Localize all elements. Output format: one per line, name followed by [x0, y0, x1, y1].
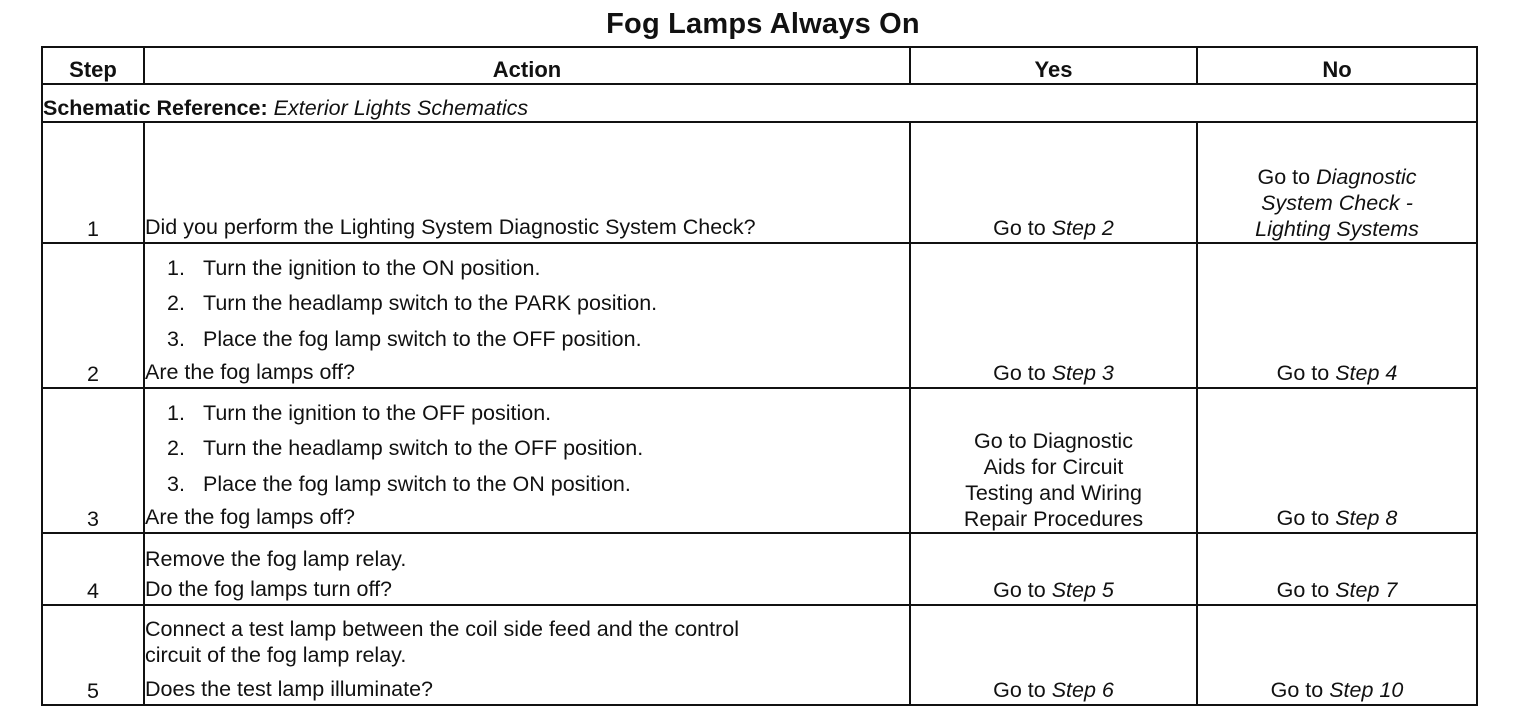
- action-cell: [144, 243, 910, 388]
- substep-list: [145, 251, 909, 358]
- step-number: 3: [42, 388, 144, 533]
- yes-link-step-2[interactable]: Step 2: [1051, 216, 1114, 240]
- yes-link-diagnostic-aids-line-4[interactable]: Repair Procedures: [963, 507, 1144, 531]
- yes-prefix: Go to: [993, 678, 1046, 702]
- no-prefix: Go to: [1270, 678, 1324, 702]
- action-cell: [144, 122, 910, 243]
- no-cell: [1197, 533, 1477, 605]
- yes-prefix: Go to: [993, 578, 1046, 602]
- yes-cell: [910, 605, 1197, 705]
- question-text: Did you perform the Lighting System Diagnostic System Check?: [145, 215, 756, 239]
- schematic-reference-link[interactable]: Exterior Lights Schematics: [273, 96, 529, 120]
- table-row-step-2: [42, 243, 1477, 388]
- schematic-reference: [42, 84, 1477, 122]
- instruction-line-1: Connect a test lamp between the coil side feed and the control: [145, 617, 740, 641]
- substep-item: 1. Turn the ignition to the ON position.: [167, 255, 541, 280]
- no-link-diagnostic-line-2[interactable]: System Check -: [1261, 191, 1413, 215]
- action-cell: [144, 605, 910, 705]
- no-prefix: Go to: [1257, 165, 1311, 189]
- yes-link-diagnostic-aids-line-3[interactable]: Testing and Wiring: [965, 481, 1142, 505]
- question-text: Are the fog lamps off?: [145, 505, 355, 529]
- header-step: Step: [42, 47, 144, 84]
- header-yes: Yes: [910, 47, 1197, 84]
- step-number: 5: [42, 605, 144, 705]
- substep-item: 3. Place the fog lamp switch to the ON position.: [167, 471, 631, 496]
- header-action: Action: [144, 47, 910, 84]
- table-row-step-5: [42, 605, 1477, 705]
- substep-item: 1. Turn the ignition to the OFF position.: [167, 400, 552, 425]
- question-text: Are the fog lamps off?: [145, 360, 355, 384]
- no-prefix: Go to: [1276, 506, 1330, 530]
- yes-link-step-5[interactable]: Step 5: [1051, 578, 1114, 602]
- yes-link-diagnostic-aids-line-1[interactable]: Go to Diagnostic: [974, 429, 1133, 453]
- substep-item: 2. Turn the headlamp switch to the OFF position.: [167, 436, 644, 460]
- no-prefix: Go to: [1276, 578, 1330, 602]
- instruction-line-2: circuit of the fog lamp relay.: [145, 643, 407, 667]
- table-row-step-3: [42, 388, 1477, 533]
- yes-cell: [910, 533, 1197, 605]
- no-link-step-7[interactable]: Step 7: [1335, 578, 1398, 602]
- action-cell: [144, 533, 910, 605]
- no-link-diagnostic-line-1[interactable]: Diagnostic: [1316, 165, 1417, 189]
- instruction-text: Remove the fog lamp relay.: [145, 547, 407, 571]
- yes-prefix: Go to: [993, 216, 1046, 240]
- no-link-step-8[interactable]: Step 8: [1335, 506, 1398, 530]
- no-prefix: Go to: [1276, 361, 1330, 385]
- no-cell: [1197, 243, 1477, 388]
- table-row-step-1: [42, 122, 1477, 243]
- substep-item: 2. Turn the headlamp switch to the PARK position.: [167, 291, 658, 315]
- no-link-step-4[interactable]: Step 4: [1335, 361, 1398, 385]
- no-cell: [1197, 388, 1477, 533]
- yes-link-diagnostic-aids-line-2[interactable]: Aids for Circuit: [983, 455, 1124, 479]
- yes-link-step-6[interactable]: Step 6: [1051, 678, 1114, 702]
- yes-prefix: Go to: [993, 361, 1046, 385]
- yes-cell: [910, 243, 1197, 388]
- page-title: Fog Lamps Always On: [606, 8, 920, 40]
- header-row: [42, 47, 1477, 84]
- question-text: Does the test lamp illuminate?: [145, 677, 434, 701]
- schematic-reference-label: Schematic Reference:: [43, 96, 268, 120]
- yes-cell: [910, 388, 1197, 533]
- action-cell: [144, 388, 910, 533]
- step-number: 1: [42, 122, 144, 243]
- step-number: 2: [42, 243, 144, 388]
- schematic-reference-row: [42, 84, 1477, 122]
- header-no: No: [1197, 47, 1477, 84]
- question-text: Do the fog lamps turn off?: [145, 577, 392, 601]
- yes-link-step-3[interactable]: Step 3: [1051, 361, 1114, 385]
- yes-cell: [910, 122, 1197, 243]
- no-link-step-10[interactable]: Step 10: [1329, 678, 1404, 702]
- table-row-step-4: [42, 533, 1477, 605]
- diagnostic-table: [41, 46, 1478, 706]
- substep-item: 3. Place the fog lamp switch to the OFF position.: [167, 326, 642, 351]
- no-link-diagnostic-line-3[interactable]: Lighting Systems: [1255, 217, 1419, 241]
- no-cell: [1197, 605, 1477, 705]
- substep-list: [145, 396, 909, 503]
- step-number: 4: [42, 533, 144, 605]
- no-cell: [1197, 122, 1477, 243]
